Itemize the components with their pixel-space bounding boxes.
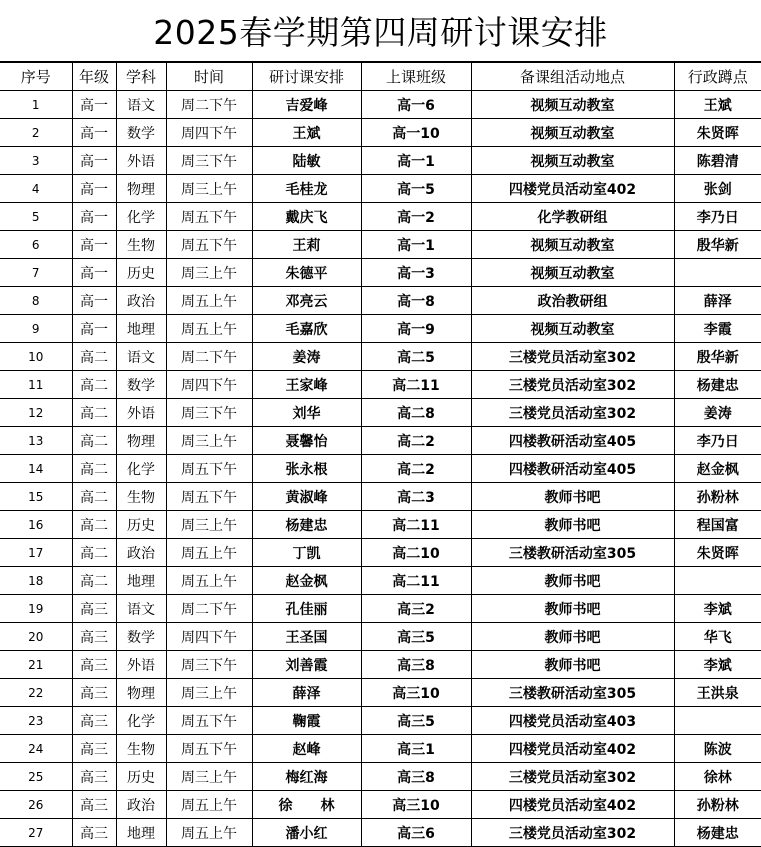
time-cell: 周五下午	[166, 735, 252, 763]
location-cell: 四楼党员活动室402	[471, 175, 674, 203]
time-cell: 周三上午	[166, 175, 252, 203]
time-cell: 周三上午	[166, 679, 252, 707]
grade-cell: 高三	[72, 707, 116, 735]
class-cell: 高一3	[361, 259, 471, 287]
location-cell: 教师书吧	[471, 511, 674, 539]
location-cell: 视频互动教室	[471, 119, 674, 147]
admin-cell: 陈碧清	[674, 147, 761, 175]
grade-cell: 高三	[72, 623, 116, 651]
time-cell: 周五上午	[166, 287, 252, 315]
row-number: 15	[0, 483, 72, 511]
location-cell: 教师书吧	[471, 651, 674, 679]
grade-cell: 高二	[72, 455, 116, 483]
row-number: 27	[0, 819, 72, 847]
subject-cell: 地理	[116, 567, 166, 595]
class-cell: 高一8	[361, 287, 471, 315]
table-row	[0, 427, 761, 455]
class-cell: 高二10	[361, 539, 471, 567]
time-cell: 周五下午	[166, 707, 252, 735]
table-row	[0, 735, 761, 763]
time-cell: 周二下午	[166, 595, 252, 623]
location-cell: 三楼党员活动室302	[471, 399, 674, 427]
table-row	[0, 371, 761, 399]
admin-cell: 徐林	[674, 763, 761, 791]
admin-cell	[674, 707, 761, 735]
row-number: 10	[0, 343, 72, 371]
teacher-cell: 王斌	[252, 119, 361, 147]
admin-cell: 朱贤晖	[674, 539, 761, 567]
row-number: 22	[0, 679, 72, 707]
admin-cell	[674, 567, 761, 595]
teacher-cell: 姜涛	[252, 343, 361, 371]
row-number: 23	[0, 707, 72, 735]
table-row	[0, 455, 761, 483]
admin-cell: 李乃日	[674, 203, 761, 231]
grade-cell: 高二	[72, 399, 116, 427]
location-cell: 三楼教研活动室305	[471, 539, 674, 567]
time-cell: 周三上午	[166, 259, 252, 287]
subject-cell: 外语	[116, 651, 166, 679]
table-row	[0, 567, 761, 595]
teacher-cell: 戴庆飞	[252, 203, 361, 231]
grade-cell: 高一	[72, 203, 116, 231]
grade-cell: 高一	[72, 259, 116, 287]
header-cell-teacher: 研讨课安排	[252, 63, 361, 91]
header-cell-location: 备课组活动地点	[471, 63, 674, 91]
header-cell-subject: 学科	[116, 63, 166, 91]
time-cell: 周五下午	[166, 455, 252, 483]
location-cell: 四楼党员活动室403	[471, 707, 674, 735]
row-number: 18	[0, 567, 72, 595]
subject-cell: 语文	[116, 91, 166, 119]
class-cell: 高一9	[361, 315, 471, 343]
teacher-cell: 鞠霞	[252, 707, 361, 735]
teacher-cell: 梅红海	[252, 763, 361, 791]
subject-cell: 历史	[116, 763, 166, 791]
teacher-cell: 孔佳丽	[252, 595, 361, 623]
location-cell: 教师书吧	[471, 623, 674, 651]
row-number: 5	[0, 203, 72, 231]
class-cell: 高三5	[361, 707, 471, 735]
table-row	[0, 259, 761, 287]
subject-cell: 物理	[116, 175, 166, 203]
admin-cell: 姜涛	[674, 399, 761, 427]
class-cell: 高三8	[361, 763, 471, 791]
admin-cell: 陈波	[674, 735, 761, 763]
row-number: 26	[0, 791, 72, 819]
row-number: 9	[0, 315, 72, 343]
subject-cell: 化学	[116, 203, 166, 231]
grade-cell: 高二	[72, 483, 116, 511]
table-row	[0, 679, 761, 707]
admin-cell: 王斌	[674, 91, 761, 119]
location-cell: 四楼教研活动室405	[471, 427, 674, 455]
grade-cell: 高一	[72, 147, 116, 175]
subject-cell: 生物	[116, 483, 166, 511]
class-cell: 高三10	[361, 679, 471, 707]
class-cell: 高三6	[361, 819, 471, 847]
row-number: 13	[0, 427, 72, 455]
table-row	[0, 91, 761, 119]
header-cell-time: 时间	[166, 63, 252, 91]
header-cell-grade: 年级	[72, 63, 116, 91]
table-row	[0, 791, 761, 819]
location-cell: 教师书吧	[471, 567, 674, 595]
table-row	[0, 651, 761, 679]
grade-cell: 高三	[72, 595, 116, 623]
class-cell: 高一6	[361, 91, 471, 119]
location-cell: 四楼党员活动室402	[471, 791, 674, 819]
grade-cell: 高二	[72, 427, 116, 455]
grade-cell: 高二	[72, 343, 116, 371]
class-cell: 高一5	[361, 175, 471, 203]
grade-cell: 高三	[72, 791, 116, 819]
admin-cell	[674, 259, 761, 287]
time-cell: 周五上午	[166, 567, 252, 595]
subject-cell: 生物	[116, 735, 166, 763]
row-number: 7	[0, 259, 72, 287]
teacher-cell: 薛泽	[252, 679, 361, 707]
time-cell: 周三上午	[166, 763, 252, 791]
admin-cell: 李斌	[674, 595, 761, 623]
grade-cell: 高三	[72, 735, 116, 763]
class-cell: 高三1	[361, 735, 471, 763]
header-row	[0, 63, 761, 91]
time-cell: 周五下午	[166, 203, 252, 231]
subject-cell: 外语	[116, 399, 166, 427]
teacher-cell: 杨建忠	[252, 511, 361, 539]
location-cell: 化学教研组	[471, 203, 674, 231]
grade-cell: 高三	[72, 651, 116, 679]
row-number: 19	[0, 595, 72, 623]
row-number: 17	[0, 539, 72, 567]
admin-cell: 李乃日	[674, 427, 761, 455]
teacher-cell: 黄淑峰	[252, 483, 361, 511]
grade-cell: 高一	[72, 315, 116, 343]
subject-cell: 生物	[116, 231, 166, 259]
time-cell: 周三上午	[166, 427, 252, 455]
teacher-cell: 聂馨怡	[252, 427, 361, 455]
location-cell: 三楼党员活动室302	[471, 371, 674, 399]
time-cell: 周五上午	[166, 819, 252, 847]
table-body	[0, 91, 761, 847]
teacher-cell: 王莉	[252, 231, 361, 259]
row-number: 25	[0, 763, 72, 791]
admin-cell: 孙粉林	[674, 483, 761, 511]
subject-cell: 外语	[116, 147, 166, 175]
location-cell: 教师书吧	[471, 595, 674, 623]
table-row	[0, 119, 761, 147]
admin-cell: 李霞	[674, 315, 761, 343]
table-row	[0, 539, 761, 567]
table-row	[0, 707, 761, 735]
class-cell: 高二11	[361, 511, 471, 539]
row-number: 24	[0, 735, 72, 763]
row-number: 3	[0, 147, 72, 175]
header-cell-admin: 行政蹲点	[674, 63, 761, 91]
teacher-cell: 刘华	[252, 399, 361, 427]
admin-cell: 张剑	[674, 175, 761, 203]
class-cell: 高三2	[361, 595, 471, 623]
subject-cell: 数学	[116, 623, 166, 651]
subject-cell: 化学	[116, 455, 166, 483]
location-cell: 视频互动教室	[471, 315, 674, 343]
grade-cell: 高二	[72, 371, 116, 399]
class-cell: 高二11	[361, 567, 471, 595]
row-number: 1	[0, 91, 72, 119]
table-row	[0, 343, 761, 371]
time-cell: 周五下午	[166, 231, 252, 259]
row-number: 8	[0, 287, 72, 315]
table-row	[0, 231, 761, 259]
teacher-cell: 张永根	[252, 455, 361, 483]
teacher-cell: 王家峰	[252, 371, 361, 399]
class-cell: 高一2	[361, 203, 471, 231]
class-cell: 高一1	[361, 231, 471, 259]
table-row	[0, 763, 761, 791]
location-cell: 教师书吧	[471, 483, 674, 511]
grade-cell: 高一	[72, 231, 116, 259]
admin-cell: 赵金枫	[674, 455, 761, 483]
teacher-cell: 徐 林	[252, 791, 361, 819]
row-number: 4	[0, 175, 72, 203]
location-cell: 三楼党员活动室302	[471, 343, 674, 371]
location-cell: 视频互动教室	[471, 259, 674, 287]
teacher-cell: 丁凯	[252, 539, 361, 567]
location-cell: 视频互动教室	[471, 231, 674, 259]
admin-cell: 杨建忠	[674, 819, 761, 847]
table-row	[0, 819, 761, 847]
row-number: 12	[0, 399, 72, 427]
class-cell: 高二2	[361, 427, 471, 455]
admin-cell: 杨建忠	[674, 371, 761, 399]
class-cell: 高三8	[361, 651, 471, 679]
time-cell: 周四下午	[166, 371, 252, 399]
row-number: 21	[0, 651, 72, 679]
class-cell: 高三10	[361, 791, 471, 819]
admin-cell: 薛泽	[674, 287, 761, 315]
table-row	[0, 315, 761, 343]
teacher-cell: 朱德平	[252, 259, 361, 287]
class-cell: 高二2	[361, 455, 471, 483]
subject-cell: 历史	[116, 259, 166, 287]
admin-cell: 殷华新	[674, 231, 761, 259]
grade-cell: 高二	[72, 511, 116, 539]
class-cell: 高二8	[361, 399, 471, 427]
time-cell: 周五上午	[166, 539, 252, 567]
table-row	[0, 623, 761, 651]
teacher-cell: 毛嘉欣	[252, 315, 361, 343]
admin-cell: 程国富	[674, 511, 761, 539]
time-cell: 周三上午	[166, 511, 252, 539]
grade-cell: 高三	[72, 679, 116, 707]
location-cell: 视频互动教室	[471, 147, 674, 175]
teacher-cell: 赵金枫	[252, 567, 361, 595]
admin-cell: 王洪泉	[674, 679, 761, 707]
subject-cell: 地理	[116, 315, 166, 343]
subject-cell: 物理	[116, 427, 166, 455]
table-row	[0, 399, 761, 427]
subject-cell: 政治	[116, 287, 166, 315]
table-row	[0, 147, 761, 175]
time-cell: 周三下午	[166, 399, 252, 427]
row-number: 16	[0, 511, 72, 539]
admin-cell: 华飞	[674, 623, 761, 651]
grade-cell: 高一	[72, 91, 116, 119]
admin-cell: 孙粉林	[674, 791, 761, 819]
table-row	[0, 483, 761, 511]
page-title: 2025春学期第四周研讨课安排	[0, 0, 761, 62]
teacher-cell: 毛桂龙	[252, 175, 361, 203]
row-number: 20	[0, 623, 72, 651]
header-cell-class: 上课班级	[361, 63, 471, 91]
location-cell: 三楼党员活动室302	[471, 763, 674, 791]
admin-cell: 殷华新	[674, 343, 761, 371]
row-number: 6	[0, 231, 72, 259]
time-cell: 周五上午	[166, 315, 252, 343]
time-cell: 周四下午	[166, 623, 252, 651]
teacher-cell: 潘小红	[252, 819, 361, 847]
class-cell: 高一10	[361, 119, 471, 147]
time-cell: 周四下午	[166, 119, 252, 147]
location-cell: 四楼教研活动室405	[471, 455, 674, 483]
grade-cell: 高三	[72, 763, 116, 791]
subject-cell: 政治	[116, 539, 166, 567]
time-cell: 周二下午	[166, 91, 252, 119]
time-cell: 周三下午	[166, 651, 252, 679]
location-cell: 四楼党员活动室402	[471, 735, 674, 763]
teacher-cell: 刘善霞	[252, 651, 361, 679]
grade-cell: 高三	[72, 819, 116, 847]
grade-cell: 高一	[72, 119, 116, 147]
subject-cell: 历史	[116, 511, 166, 539]
location-cell: 视频互动教室	[471, 91, 674, 119]
subject-cell: 语文	[116, 595, 166, 623]
location-cell: 三楼教研活动室305	[471, 679, 674, 707]
subject-cell: 物理	[116, 679, 166, 707]
schedule-table	[0, 62, 761, 847]
subject-cell: 地理	[116, 819, 166, 847]
location-cell: 政治教研组	[471, 287, 674, 315]
location-cell: 三楼党员活动室302	[471, 819, 674, 847]
time-cell: 周三下午	[166, 147, 252, 175]
teacher-cell: 陆敏	[252, 147, 361, 175]
class-cell: 高二5	[361, 343, 471, 371]
time-cell: 周五下午	[166, 483, 252, 511]
teacher-cell: 王圣国	[252, 623, 361, 651]
grade-cell: 高二	[72, 539, 116, 567]
subject-cell: 语文	[116, 343, 166, 371]
row-number: 2	[0, 119, 72, 147]
grade-cell: 高一	[72, 287, 116, 315]
header-cell-no: 序号	[0, 63, 72, 91]
class-cell: 高二3	[361, 483, 471, 511]
row-number: 14	[0, 455, 72, 483]
time-cell: 周二下午	[166, 343, 252, 371]
grade-cell: 高二	[72, 567, 116, 595]
admin-cell: 李斌	[674, 651, 761, 679]
admin-cell: 朱贤晖	[674, 119, 761, 147]
grade-cell: 高一	[72, 175, 116, 203]
class-cell: 高一1	[361, 147, 471, 175]
row-number: 11	[0, 371, 72, 399]
class-cell: 高二11	[361, 371, 471, 399]
class-cell: 高三5	[361, 623, 471, 651]
table-row	[0, 203, 761, 231]
table-row	[0, 175, 761, 203]
subject-cell: 数学	[116, 119, 166, 147]
teacher-cell: 吉爱峰	[252, 91, 361, 119]
table-row	[0, 287, 761, 315]
subject-cell: 政治	[116, 791, 166, 819]
subject-cell: 化学	[116, 707, 166, 735]
table-row	[0, 511, 761, 539]
teacher-cell: 邓亮云	[252, 287, 361, 315]
time-cell: 周五上午	[166, 791, 252, 819]
table-row	[0, 595, 761, 623]
teacher-cell: 赵峰	[252, 735, 361, 763]
subject-cell: 数学	[116, 371, 166, 399]
